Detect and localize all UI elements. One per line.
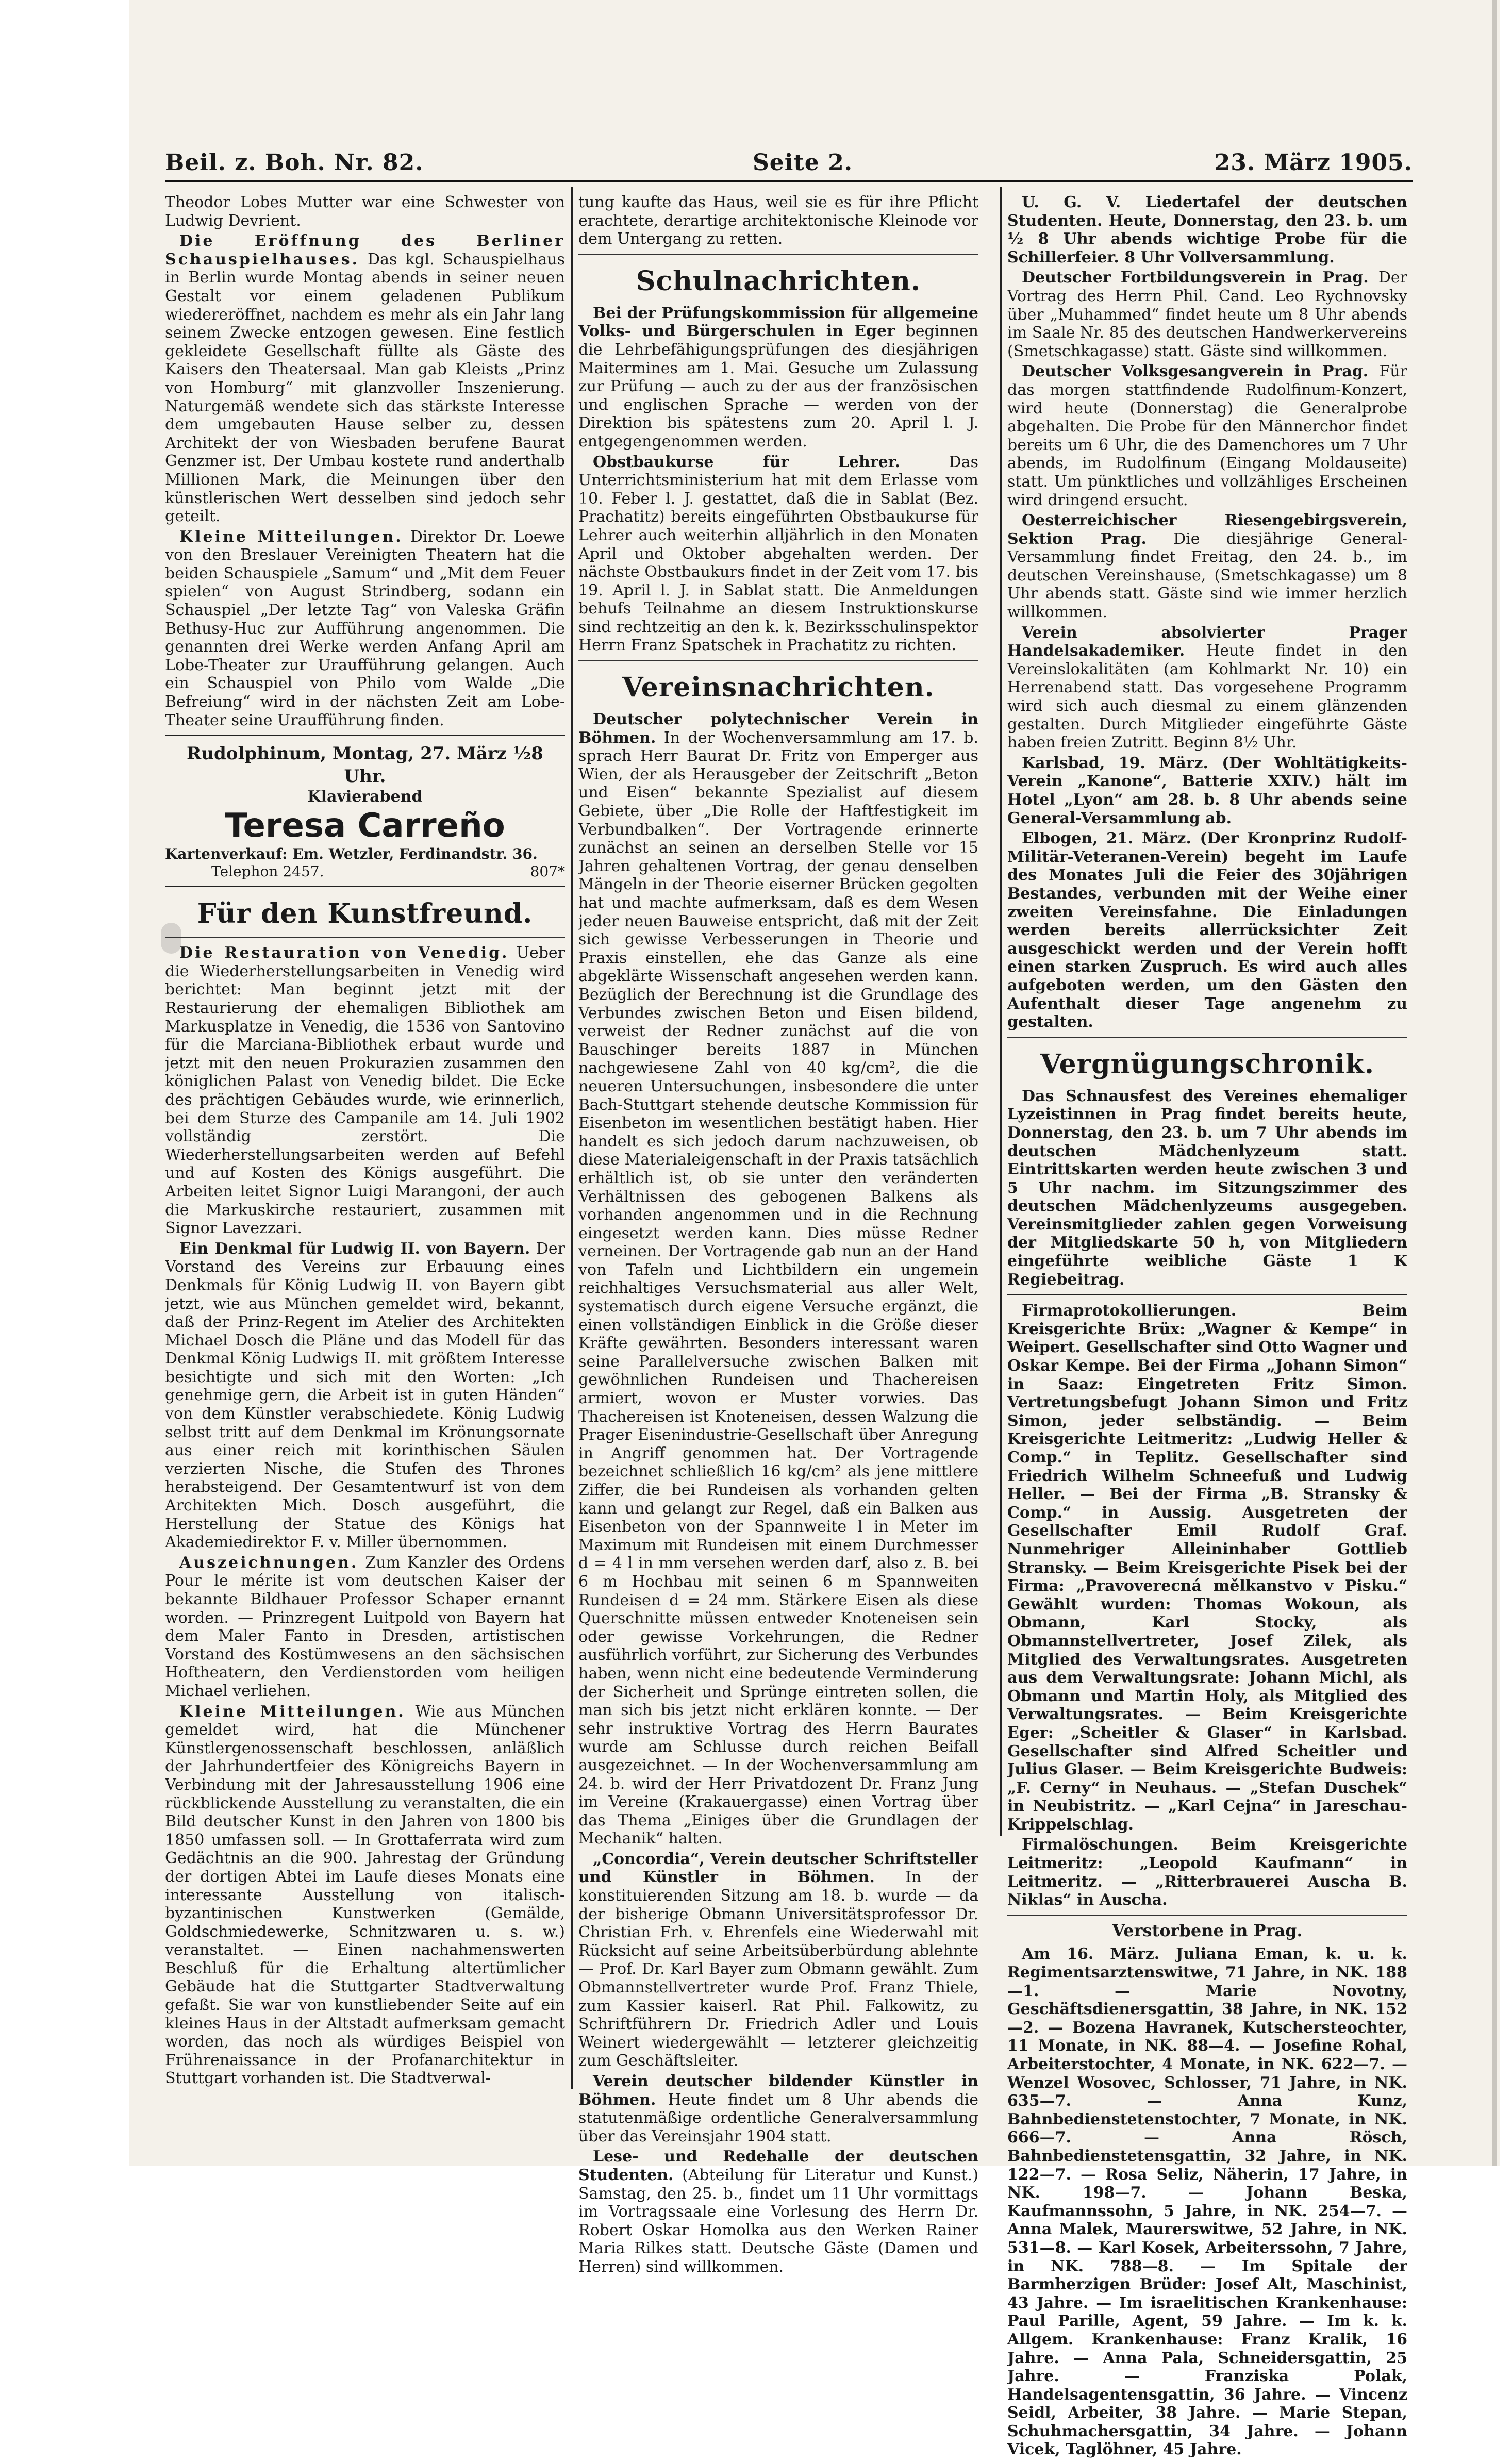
article-heading: Deutscher Fortbildungsverein in Prag. [1022,269,1369,287]
article-text: (Abteilung für Literatur und Kunst.) Samstag, den 25. b., findet um 11 Uhr vormittags im Vortragssaale eine Vorlesung des Herrn Dr. Robert Oskar Homolka aus den Werken Rainer Maria Rilkes statt. Deutsche Gäste (Damen und Herren) sind willkommen. [578,2166,978,2276]
article-text: (Der Kronprinz Rudolf-Militär-Veteranen-Verein) begeht im Laufe des Monates Juli die Feier des 30jährigen Bestandes, verbunden mit der Weihe einer zweiten Vereinsfahne. Die Einladungen werden bereits allerrücksichter Zeit ausgeschickt werden und der Verein hofft einen starken Zuspruch. Es wird auch alles aufgeboten werden, um den Gästen den Aufenthalt dieser Tage angenehm zu gestalten. [1007,829,1407,1032]
separator-rule [1007,1294,1407,1295]
article-text: Heute, Donnerstag, den 23. b. um ½ 8 Uhr abends wichtige Probe für die Schillerfeier. 8 Uhr Vollversammlung. [1007,211,1407,267]
article-text: findet bereits heute, Donnerstag, den 23. b. um 7 Uhr abends im deutschen Mädchenlyzeum statt. Eintrittskarten werden heute zwischen 3 und 5 Uhr nachm. im Sitzungszimmer des deutschen Mädchenlyzeums ausgegeben. Vereinsmitglieder zahlen gegen Vorweisung der Mitgliedskarte 50 h, von Mitgliedern eingeführte weibliche Gäste 1 K Regiebeitrag. [1007,1105,1407,1289]
ad-phone: Telephon 2457. [211,863,324,880]
article-concordia [578,1850,978,2070]
article-riesengebirge [1007,511,1407,622]
article-heading: Deutscher polytechnischer Verein in Böhmen. [578,710,978,747]
separator-rule [1007,1037,1407,1038]
article-liedertafel [1007,193,1407,267]
article-heading: „Concordia“, Verein deutscher Schriftsteller und Künstler in Böhmen. [578,1850,978,1887]
article-heading: Verein deutscher bildender Künstler in Böhmen. [578,2072,978,2109]
article-text: Beim Kreisgerichte Brüx: „Wagner & Kempe“ in Weipert. Gesellschafter sind Otto Wagner und Oskar Kempe. Bei der Firma „Johann Simon“ in Saaz: Eingetreten Fritz Simon. Vertretungsbefugt Johann Simon und Fritz Simon, jeder selbständig. — Beim Kreisgerichte Leitmeritz: „Ludwig Heller & Comp.“ in Teplitz. Gesellschafter sind Friedrich Wilhelm Schneefuß und Ludwig Heller. — Bei der Firma „B. Stransky & Comp.“ in Aussig. Ausgetreten der Gesellschafter Emil Rudolf Graf. Nunmehriger Alleininhaber Gottlieb Stransky. — Beim Kreisgerichte Pisek bei der Firma: „Pravoverecná mělkanstvo v Pisku.“ Gewählt wurden: Thomas Wokoun, als Obmann, Karl Stocky, als Obmannstellvertreter, Josef Zilek, als Mitglied des Verwaltungsrates. Ausgetreten aus dem Verwaltungsrate: Johann Michl, als Obmann und Martin Holy, als Mitglied des Verwaltungsrates. — Beim Kreisgerichte Eger: „Scheitler & Glaser“ in Karlsbad. Gesellschafter sind Alfred Scheitler und Julius Glaser. — Beim Kreisgerichte Budweis: „F. Cerny“ in Neuhaus. — „Stefan Duschek“ in Neubistritz. — „Karl Cejna“ in Jareschau-Krippelschlag. [1007,1302,1407,1834]
article-heading: Deutscher Volksgesangverein in Prag. [1022,362,1369,381]
ad-venue-date: Rudolphinum, Montag, 27. März ½8 Uhr. [187,743,543,787]
article-firmaprotokoll [1007,1302,1407,1834]
section-title: Schulnachrichten. [636,265,921,297]
article-bildende-kuenstler [578,2072,978,2146]
section-title: Vereinsnachrichten. [622,672,935,704]
article-text: (Der Wohltätigkeits-Verein „Kanone“, Batterie XXIV.) hält im Hotel „Lyon“ am 28. b. 8 Uhr abends seine General-Versammlung ab. [1007,754,1407,827]
section-subtitle: Verstorbene in Prag. [1112,1920,1303,1940]
article-schnausfest [1007,1087,1407,1289]
article-elbogen [1007,829,1407,1032]
article-heading: Oesterreichischer Riesengebirgsverein, Sektion Prag. [1007,511,1407,548]
article-text: tung kaufte das Haus, weil sie es für ihre Pflicht erachtete, derartige architektonische Kleinode vor dem Untergang zu retten. [578,193,978,248]
article-text: Beim Kreisgerichte Leitmeritz: „Leopold Kaufmann“ in Leitmeritz. — „Ritterbrauerei Auscha B. Niklas“ in Auscha. [1007,1836,1407,1909]
article-text: Zum Kanzler des Ordens Pour le mérite ist vom deutschen Kaiser der bekannte Bildhauer Professor Schaper ernannt worden. — Prinzregent Luitpold von Bayern hat dem Maler Fanto in Dresden, artistischen Vorstand des Kostümwesens an den sächsischen Hoftheatern, den Verdienstorden vom heiligen Michael verliehen. [165,1553,565,1700]
section-title: Für den Kunstfreund. [197,898,533,930]
concert-advertisement [165,742,565,880]
article-berlin [165,232,565,526]
article-text: Das Unterrichtsministerium hat mit dem Erlasse vom 10. Feber l. J. gestattet, daß die in Sablat (Bez. Prachatitz) bereits eingeführten Obstbaukurse für Lehrer auch weiterhin alljährlich in den Monaten April und Oktober abgehalten werden. Der nächste Obstbaukurs findet in der Zeit vom 17. bis 19. April l. J. in Sablat statt. Die Anmeldungen behufs Teilnahme an diesem Instruktionskurse sind rechtzeitig an den k. k. Bezirksschulinspektor Herrn Franz Spatschek in Prachatitz zu richten. [578,453,978,655]
article-venedig [165,944,565,1238]
article-text: Für das morgen stattfindende Rudolfinum-Konzert, wird heute (Donnerstag) die Generalprobe abgehalten. Die Probe für den Männerchor findet bereits um 6 Uhr, die des Damenchores um 7 Uhr abends, im Rudolfinum (Eingang Moldauseite) statt. Um pünktliches und vollzähliges Erscheinen wird dringend ersucht. [1007,362,1407,509]
article-heading: Die Restauration von Venedig. [179,944,509,962]
article-heading: Auszeichnungen. [179,1553,359,1572]
article-kleine [165,528,565,730]
article-heading: Firmaprotokollierungen. [1022,1302,1237,1320]
ad-performer: Teresa Carreño [225,807,505,845]
separator-rule [165,886,565,887]
column-3 [1007,193,1407,2461]
page-number: Seite 2. [753,149,853,176]
article-lesehalle [578,2148,978,2276]
article-volksgesang [1007,362,1407,509]
article-text: Theodor Lobes Mutter war eine Schwester von Ludwig Devrient. [165,193,565,230]
article-text: Direktor Dr. Loewe von den Breslauer Vereinigten Theatern hat die beiden Schauspiele „Samum“ und „Mit dem Feuer spielen“ von August Strindberg, sodann ein Schauspiel „Der letzte Tag“ von Valeska Gräfin Bethusy-Huc zur Aufführung angenommen. Die genannten drei Werke werden Anfang April am Lobe-Theater zur Uraufführung gelangen. Auch ein Schauspiel von Philo vom Walde „Die Befreiung“ wird in der nächsten Zeit am Lobe-Theater seine Uraufführung finden. [165,527,565,729]
article-heading: Kleine Mitteilungen. [179,527,403,546]
column-2 [578,193,978,2279]
article-heading: U. G. V. Liedertafel der deutschen Studenten. [1007,193,1407,230]
article-handelsakademiker [1007,624,1407,752]
article-text: Ueber die Wiederherstellungsarbeiten in Venedig wird berichtet: Man beginnt jetzt mit der Restaurierung der ehemaligen Bibliothek am Markusplatze in Venedig, die 1536 von Santovino für die Marciana-Bibliothek erbaut wurde und jetzt mit den neuen Prokurazien zusammen den königlichen Palast von Venedig bildet. Die Ecke des prächtigen Gebäudes wurde, wie erinnerlich, bei dem Sturze des Campanile am 14. Juli 1902 vollständig zerstört. Die Wiederherstellungsarbeiten werden auf Befehl und auf Kosten des Königs ausgeführt. Die Arbeiten leitet Signor Luigi Marangoni, der auch die Markuskirche restauriert, zusammen mit Signor Lavezzari. [165,944,565,1238]
article-kleine-2 [165,1703,565,2088]
article-text: Heute findet um 8 Uhr abends die statutenmäßige ordentliche Generalversammlung über das Vereinsjahr 1904 statt. [578,2090,978,2146]
section-title: Vergnügungschronik. [1040,1048,1374,1080]
article-text: Das kgl. Schauspielhaus in Berlin wurde Montag abends in seiner neuen Gestalt vor einem geladenen Publikum wiedereröffnet, nachdem es mehr als ein Jahr lang seinem Zwecke entzogen gewesen. Eine festlich gekleidete Gesellschaft füllte als Gäste des Kaisers den Theatersaal. Man gab Kleists „Prinz von Homburg“ mit glanzvoller Inszenierung. Naturgemäß wendete sich das stärkste Interesse dem umgebauten Hause selber zu, dessen Architekt der von Wiesbaden berufene Baurat Genzmer ist. Der Umbau kostete rund anderthalb Millionen Mark, die Meinungen über den künstlerischen Wert desselben sind jedoch sehr geteilt. [165,250,565,526]
article-fortbildung [1007,269,1407,360]
article-heading: Ein Denkmal für Ludwig II. von Bayern. [179,1239,530,1258]
article-text: Am 16. März. Juliana Eman, k. u. k. Regimentsarztenswitwe, 71 Jahre, in NK. 188—1. — Marie Novotny, Geschäftsdienersgattin, 38 Jahre, in NK. 152—2. — Bozena Havranek, Kutschersteochter, 11 Monate, in NK. 88—4. — Josefine Rohal, Arbeiterstochter, 4 Monate, in NK. 622—7. — Wenzel Wosovec, Schlosser, 71 Jahre, in NK. 635—7. — Anna Kunz, Bahnbedienstetenstochter, 7 Monate, in NK. 666—7. — Anna Rösch, Bahnbedienstetensgattin, 32 Jahre, in NK. 122—7. — Rosa Seliz, Näherin, 17 Jahre, in NK. 198—7. — Johann Beska, Kaufmannssohn, 5 Jahre, in NK. 254—7. — Anna Malek, Maurerswitwe, 52 Jahre, in NK. 531—8. — Karl Kosek, Arbeiterssohn, 7 Jahre, in NK. 788—8. — Im Spitale der Barmherzigen Brüder: Josef Alt, Maschinist, 43 Jahre. — Im israelitischen Krankenhause: Paul Parille, Agent, 59 Jahre. — Im k. k. Allgem. Krankenhause: Franz Kralik, 16 Jahre. — Anna Pala, Schneidersgattin, 25 Jahre. — Franziska Polak, Handelsagentensgattin, 36 Jahre. — Vincenz Seidl, Arbeiter, 38 Jahre. — Marie Stepan, Schuhmachersgattin, 34 Jahre. — Johann Vicek, Taglöhner, 45 Jahre. [1007,1945,1407,2459]
article-text: beginnen die Lehrbefähigungsprüfungen des diesjährigen Maitermines am 1. Mai. Gesuche um Zulassung zur Prüfung — auch zu der aus der französischen und englischen Sprache — werden von der Direktion bis spätestens zum 20. April l. J. entgegengenommen werden. [578,322,978,451]
article-heading: Kleine Mitteilungen. [179,1702,406,1721]
column-divider [1000,187,1002,1836]
article-heading: Firmalöschungen. [1022,1836,1178,1854]
article-obstbau [578,453,978,655]
article-text: Heute findet in den Vereinslokalitäten (am Kohlmarkt Nr. 10) ein Herrenabend statt. Das vorgesehene Programm wird sich auch diesmal zu einem glänzenden gestalten. Durch Mitglieder eingeführte Gäste haben freien Zutritt. Beginn 8½ Uhr. [1007,642,1407,752]
article-karlsbad [1007,754,1407,827]
article-heading: Elbogen, 21. März. [1022,829,1191,848]
separator-rule [165,735,565,736]
article-heading: Bei der Prüfungskommission für allgemeine Volks- und Bürgerschulen in Eger [578,304,978,341]
article-auszeichnungen [165,1554,565,1701]
page-edge [1492,0,1497,2166]
header-rule [165,180,1413,182]
separator-rule [578,660,978,661]
column-divider [571,187,573,2089]
separator-rule [578,254,978,255]
running-head [165,149,1413,191]
article-firmaloeschung [1007,1836,1407,1909]
article-polytechnisch [578,710,978,1848]
article-heading: Karlsbad, 19. März. [1022,754,1208,772]
article-text: Der Vorstand des Vereins zur Erbauung eines Denkmals für König Ludwig II. von Bayern gibt jetzt, wie aus München gemeldet wird, bekannt, daß der Prinz-Regent im Atelier des Architekten Michael Dosch die Pläne und das Modell für das Denkmal König Ludwigs II. mit größtem Interesse besichtigte und sich mit den Worten: „Ich genehmige gern, die Arbeit ist in guten Händen“ von dem Künstler verabschiedete. König Ludwig selbst tritt auf dem Denkmal im Krönungsornate aus einer reich mit korinthischen Säulen verzierten Nische, die Stufen des Thrones herabsteigend. Der Gesamtentwurf ist von dem Architekten Mich. Dosch ausgeführt, die Herstellung der Statue des Königs hat Akademiedirektor F. v. Miller übernommen. [165,1239,565,1552]
issue-date: 23. März 1905. [1214,149,1413,176]
article-heading: Obstbaukurse für Lehrer. [593,453,901,471]
ad-event-type: Klavierabend [307,788,423,806]
article-text: Die diesjährige General-Versammlung findet Freitag, den 24. b., im deutschen Vereinshause, (Smetschkagasse) um 8 Uhr abends statt. Gäste sind wie immer herzlich willkommen. [1007,529,1407,622]
article-heading: Verein absolvierter Prager Handelsakademiker. [1007,623,1407,660]
article-heading: Die Eröffnung des Berliner Schauspielhauses. [165,232,565,269]
article-pruefung [578,304,978,451]
ad-ticket-sales: Kartenverkauf: Em. Wetzler, Ferdinandstr. 36. [165,845,538,863]
article-text: Der Vortrag des Herrn Phil. Cand. Leo Rychnovsky über „Muhammed“ findet heute um 8 Uhr abends im Saale Nr. 85 des deutschen Handwerkervereins (Smetschkagasse) statt. Gäste sind willkommen. [1007,269,1407,360]
ad-footer [165,863,565,880]
article-text: Wie aus München gemeldet wird, hat die Münchener Künstlergenossenschaft beschlossen, anläßlich der Jahrhundertfeier des Königreichs Bayern in Verbindung mit der Jahresausstellung 1906 eine rückblickende Ausstellung zu veranstalten, die ein Bild deutscher Kunst in den Jahren von 1800 bis 1850 umfassen soll. — In Grottaferrata wird zum Gedächtnis an die 900. Jahrestag der Gründung der dortigen Abtei im Laufe dieses Monats eine interessante Ausstellung von italisch-byzantinischen Kunstwerken (Gemälde, Goldschmiedewerke, Schnitzwaren u. s. w.) veranstaltet. — Einen nachahmenswerten Beschluß für die Erhaltung altertümlicher Gebäude hat die Stuttgarter Stadtverwaltung gefaßt. Sie war von kunstliebender Seite auf ein kleines Haus in der Altstadt aufmerksam gemacht worden, das noch als würdiges Beispiel von Frührenaissance in der Profanarchitektur in Stuttgart vorhanden ist. Die Stadtverwal- [165,1702,565,2088]
article-heading: Das Schnausfest des Vereines ehemaliger Lyzeistinnen in Prag [1007,1087,1407,1124]
separator-rule [165,937,565,938]
separator-rule [1007,1915,1407,1916]
article-text: In der konstituierenden Sitzung am 18. b. wurde — da der bisherige Obmann Universitätsprofessor Dr. Christian Frh. v. Ehrenfels eine Wiederwahl mit Rücksicht auf seine Arbeitsüberbürdung ablehnte — Prof. Dr. Karl Bayer zum Obmann gewählt. Zum Obmannstellvertreter wurde Prof. Franz Thiele, zum Kassier kaiserl. Rat Phil. Falkowitz, zu Schriftführern Dr. Friedrich Adler und Louis Weinert wiedergewählt — letzterer gleichzeitig zum Geschäftsleiter. [578,1868,978,2070]
article-heading: Lese- und Redehalle der deutschen Studenten. [578,2148,978,2184]
ad-code: 807* [530,863,565,880]
supplement-number: Beil. z. Boh. Nr. 82. [165,149,424,176]
article-text: In der Wochenversammlung am 17. b. sprach Herr Baurat Dr. Fritz von Emperger aus Wien, der als Herausgeber der Zeitschrift „Beton und Eisen“ bekannte Spezialist auf diesem Gebiete, über „Die Rolle der Haftfestigkeit im Verbundbalken“. Der Vortragende erinnerte zunächst an seinen an derselben Stelle vor 15 Jahren gehaltenen Vortrag, der genau denselben Mängeln in der Theorie eiserner Brücken gegolten hat und machte aufmerksam, daß es dem Wesen jeder neuen Bauweise entspricht, daß mit der Zeit sich gewisse Verbesserungen in Theorie und Praxis einstellen, ehe das Ganze als eine abgeklärte Wissenschaft angesehen werden kann. Bezüglich der Berechnung ist die Grundlage des Verbundes zwischen Beton und Eisen bildend, verweist der Redner zunächst auf die von Bauschinger bereits 1887 in München nachgewiesene Zahl von 40 kg/cm², die die neueren Untersuchungen, insbesondere die unter Bach-Stuttgart stehende deutsche Kommission für Eisenbeton im wesentlichen bestätigt haben. Hier handelt es sich jedoch darum nachzuweisen, ob diese Materialeigenschaft in der Praxis tatsächlich erhältlich ist, ob sie unter den veränderten Verhältnissen des gebogenen Balkens als vorhanden angenommen und in die Rechnung eingesetzt werden kann. Dies müsse Redner verneinen. Der Vortragende gab nun an der Hand von Tafeln und Lichtbildern ein ungemein reichhaltiges Versuchsmaterial aus aller Welt, systematisch durch eigene Versuche ergänzt, die einen vollständigen Einblick in die Größe dieser Kräfte gewährten. Besonders interessant waren seine Parallelversuche zwischen Balken mit gewöhnlichen Rundeisen und Thachereisen armiert, wovon er Muster vorwies. Das Thachereisen ist Knoteneisen, dessen Walzung die Prager Eisenindustrie-Gesellschaft über Anregung in Angriff genommen hat. Der Vortragende bezeichnet schließlich 16 kg/cm² als jene mittlere Ziffer, die bei Rundeisen als vorhanden gelten kann und gelangt zur Regel, daß ein Balken aus Eisenbeton von der Spannweite l in Meter im Maximum mit Rundeisen mit einem Durchmesser d = 4 l in mm versehen werden darf, also z. B. bei 6 m Hochbau mit seinen 6 m Spannweiten Rundeisen d = 24 mm. Stärkere Eisen als diese Querschnitte müssen entweder Knoteneisen sein oder gewisse Vorkehrungen, die Redner ausführlich vorführt, zur Sicherung des Verbundes haben, wenn nicht eine bedeutende Verminderung der Sicherheit und Sprünge eintreten sollen, die man sich bis jetzt nicht erklären konnte. — Der sehr instruktive Vortrag des Herrn Baurates wurde am Schlusse durch reichen Beifall ausgezeichnet. — In der Wochenversammlung am 24. b. wird der Herr Privatdozent Dr. Franz Jung im Vereine (Krakauergasse) einen Vortrag über das Thema „Einiges über die Grundlagen der Mechanik“ halten. [578,728,978,1848]
club-notices [1007,193,1407,1032]
article-ludwig [165,1240,565,1552]
column-1 [165,193,565,2090]
